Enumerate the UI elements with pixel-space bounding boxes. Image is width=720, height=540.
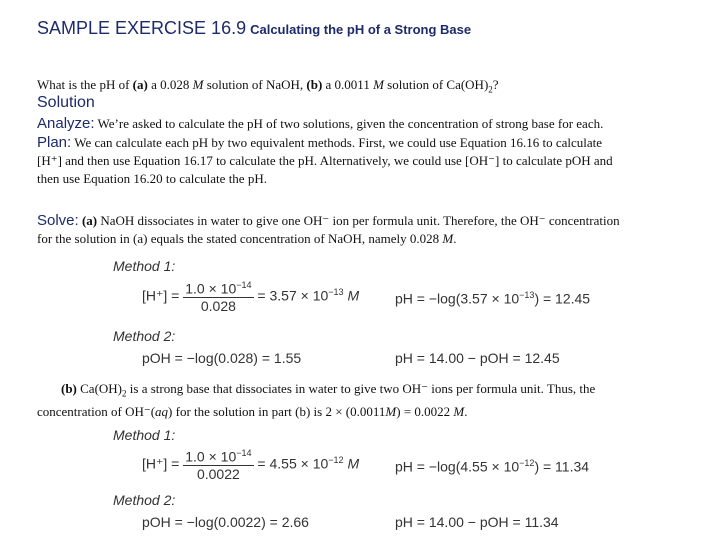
part-b-label: (b): [306, 77, 323, 92]
solve-paragraph: Solve: (a) NaOH dissociates in water to give one OH⁻ ion per formula unit. Therefore, the OH⁻ concentration for the solution in (a) equals the stated concentration of NaOH, namely 0.028 M.: [37, 212, 620, 246]
part-a-poh-equation: pOH = −log(0.028) = 1.55: [142, 350, 302, 366]
plan-paragraph: Plan: We can calculate each pH by two equivalent methods. First, we could use Equation 16.16 to calculate [H⁺] and then use Equation 16.17 to calculate the pH. Alternatively, we could use [OH⁻] to calculate pOH and then use Equation 16.20 to calculate the pH.: [37, 134, 613, 186]
analyze-paragraph: Analyze: We’re asked to calculate the pH of two solutions, given the concentration of strong base for each.: [37, 115, 604, 132]
part-b-poh-equation: pOH = −log(0.0022) = 2.66: [142, 514, 309, 530]
part-a-method1-title: Method 1:: [113, 258, 176, 274]
question: What is the pH of (a) a 0.028 M solution of NaOH, (b) a 0.0011 M solution of $Ca(OH)_2$?: [37, 77, 499, 95]
part-b-text-label: (b): [61, 381, 77, 396]
exercise-subtitle: Calculating the pH of a Strong Base: [250, 22, 472, 37]
plan-label: Plan:: [37, 134, 72, 151]
part-a-ph2-equation: pH = 14.00 − pOH = 12.45: [395, 350, 560, 366]
exercise-number: SAMPLE EXERCISE 16.9: [37, 18, 247, 38]
part-b-method1-title: Method 1:: [113, 427, 176, 443]
part-b-ph2-equation: pH = 14.00 − pOH = 11.34: [395, 514, 559, 530]
part-a-method2-title: Method 2:: [113, 328, 176, 344]
part-b-ph-equation: pH = $-\log(4.55 \times 10^{-12}) = 11.34$: [395, 458, 590, 475]
part-b-method2-title: Method 2:: [113, 492, 176, 508]
analyze-label: Analyze:: [37, 115, 95, 132]
part-a-h-equation: [H⁺] = $\frac{1.0 \times 10^{-14}}{0.028}$ = $3.57 \times 10^{-13}$ M: [142, 280, 360, 314]
part-b-h-equation: [H⁺] = $\frac{1.0 \times 10^{-14}}{0.0022}$ = $4.55 \times 10^{-12}$ M: [142, 448, 360, 482]
part-a-fraction: $\frac{1.0 \times 10^{-14}}{0.028}$: [185, 280, 252, 314]
part-a-label: (a): [132, 77, 148, 92]
part-a-ph-equation: pH = $-\log(3.57 \times 10^{-13}) = 12.45$: [395, 290, 591, 307]
solve-label: Solve:: [37, 212, 79, 229]
part-b-fraction: $\frac{1.0 \times 10^{-14}}{0.0022}$: [185, 448, 252, 482]
page-title: [37, 18, 471, 39]
part-b-paragraph: (b) $Ca(OH)_2$ is a strong base that dissociates in water to give two OH⁻ ions per formula unit. Thus, the concentration of OH⁻(aq) for the solution in part (b) is 2 × (0.0011M) = 0.0022 M.: [37, 381, 596, 419]
solution-heading: Solution: [37, 94, 95, 111]
